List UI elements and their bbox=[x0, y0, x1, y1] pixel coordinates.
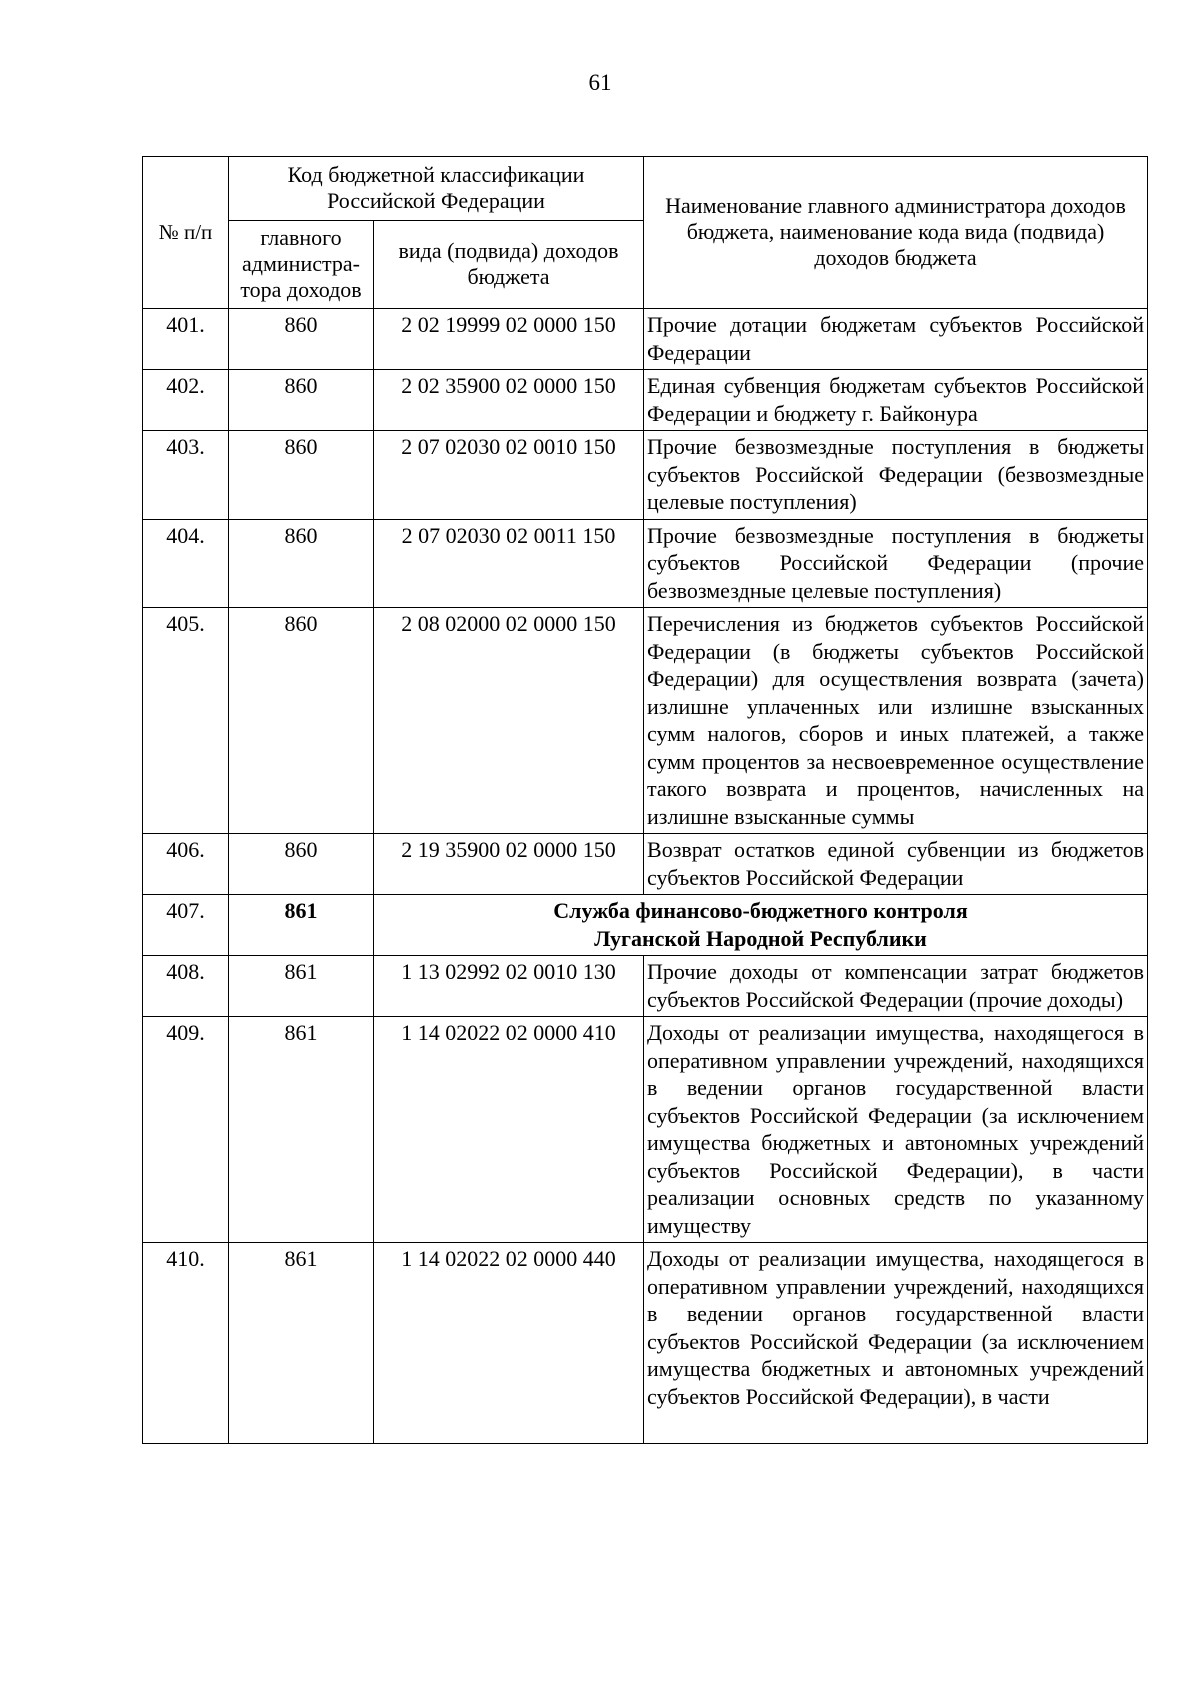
table-row bbox=[143, 370, 1148, 431]
header-num: № п/п bbox=[143, 157, 229, 309]
income-name: Возврат остатков единой субвенции из бюджетов субъектов Российской Федерации bbox=[644, 834, 1148, 895]
admin-code: 860 bbox=[229, 608, 374, 834]
table-row bbox=[143, 1243, 1148, 1444]
header-kbk-group: Код бюджетной классификации Российской Федерации bbox=[229, 157, 644, 221]
section-title bbox=[374, 895, 1148, 956]
income-name: Доходы от реализации имущества, находящегося в оперативном управлении учреждений, находящихся в ведении органов государственной власти субъектов Российской Федерации (за исключением имущества бюджетных и автономных учреждений субъектов Российской Федерации), в части bbox=[644, 1243, 1148, 1444]
income-code: 2 07 02030 02 0010 150 bbox=[374, 431, 644, 520]
section-title-line: Луганской Народной Республики bbox=[594, 925, 927, 951]
admin-code: 860 bbox=[229, 519, 374, 608]
row-number: 408. bbox=[143, 956, 229, 1017]
admin-code: 861 bbox=[229, 1017, 374, 1243]
income-code: 2 07 02030 02 0011 150 bbox=[374, 519, 644, 608]
income-code: 2 19 35900 02 0000 150 bbox=[374, 834, 644, 895]
row-number: 405. bbox=[143, 608, 229, 834]
income-code: 1 13 02992 02 0010 130 bbox=[374, 956, 644, 1017]
table-row bbox=[143, 834, 1148, 895]
row-number: 401. bbox=[143, 309, 229, 370]
income-code: 2 02 19999 02 0000 150 bbox=[374, 309, 644, 370]
header-admin: главного администра-тора доходов bbox=[229, 221, 374, 309]
table-row bbox=[143, 608, 1148, 834]
row-number: 406. bbox=[143, 834, 229, 895]
budget-classification-table bbox=[142, 156, 1148, 1444]
admin-code: 860 bbox=[229, 834, 374, 895]
row-number: 410. bbox=[143, 1243, 229, 1444]
row-number: 403. bbox=[143, 431, 229, 520]
row-number: 407. bbox=[143, 895, 229, 956]
admin-code: 861 bbox=[229, 956, 374, 1017]
income-name: Прочие безвозмездные поступления в бюджеты субъектов Российской Федерации (прочие безвозмездные целевые поступления) bbox=[644, 519, 1148, 608]
income-code: 2 02 35900 02 0000 150 bbox=[374, 370, 644, 431]
row-number: 404. bbox=[143, 519, 229, 608]
admin-code: 860 bbox=[229, 431, 374, 520]
income-name: Единая субвенция бюджетам субъектов Российской Федерации и бюджету г. Байконура bbox=[644, 370, 1148, 431]
admin-code: 860 bbox=[229, 309, 374, 370]
admin-code: 860 bbox=[229, 370, 374, 431]
income-code: 1 14 02022 02 0000 440 bbox=[374, 1243, 644, 1444]
table-row bbox=[143, 309, 1148, 370]
admin-code: 861 bbox=[229, 1243, 374, 1444]
table-row bbox=[143, 519, 1148, 608]
table-row bbox=[143, 431, 1148, 520]
income-name: Прочие безвозмездные поступления в бюджеты субъектов Российской Федерации (безвозмездные целевые поступления) bbox=[644, 431, 1148, 520]
income-code: 2 08 02000 02 0000 150 bbox=[374, 608, 644, 834]
income-name: Прочие дотации бюджетам субъектов Российской Федерации bbox=[644, 309, 1148, 370]
income-name: Перечисления из бюджетов субъектов Российской Федерации (в бюджеты субъектов Российской Федерации) для осуществления возврата (зачета) излишне уплаченных или излишне взысканных сумм налогов, сборов и иных платежей, а также сумм процентов за несвоевременное осуществление такого возврата и процентов, начисленных на излишне взысканные суммы bbox=[644, 608, 1148, 834]
header-code: вида (подвида) доходов бюджета bbox=[374, 221, 644, 309]
table-row bbox=[143, 1017, 1148, 1243]
section-title-line: Служба финансово-бюджетного контроля bbox=[553, 898, 968, 923]
page-number: 61 bbox=[588, 70, 612, 95]
admin-code: 861 bbox=[229, 895, 374, 956]
income-code: 1 14 02022 02 0000 410 bbox=[374, 1017, 644, 1243]
table-row bbox=[143, 956, 1148, 1017]
income-name: Прочие доходы от компенсации затрат бюджетов субъектов Российской Федерации (прочие доходы) bbox=[644, 956, 1148, 1017]
row-number: 402. bbox=[143, 370, 229, 431]
income-name: Доходы от реализации имущества, находящегося в оперативном управлении учреждений, находящихся в ведении органов государственной власти субъектов Российской Федерации (за исключением имущества бюджетных и автономных учреждений субъектов Российской Федерации), в части реализации основных средств по указанному имуществу bbox=[644, 1017, 1148, 1243]
header-name: Наименование главного администратора доходов бюджета, наименование кода вида (подвида) доходов бюджета bbox=[644, 157, 1148, 309]
row-number: 409. bbox=[143, 1017, 229, 1243]
section-row bbox=[143, 895, 1148, 956]
